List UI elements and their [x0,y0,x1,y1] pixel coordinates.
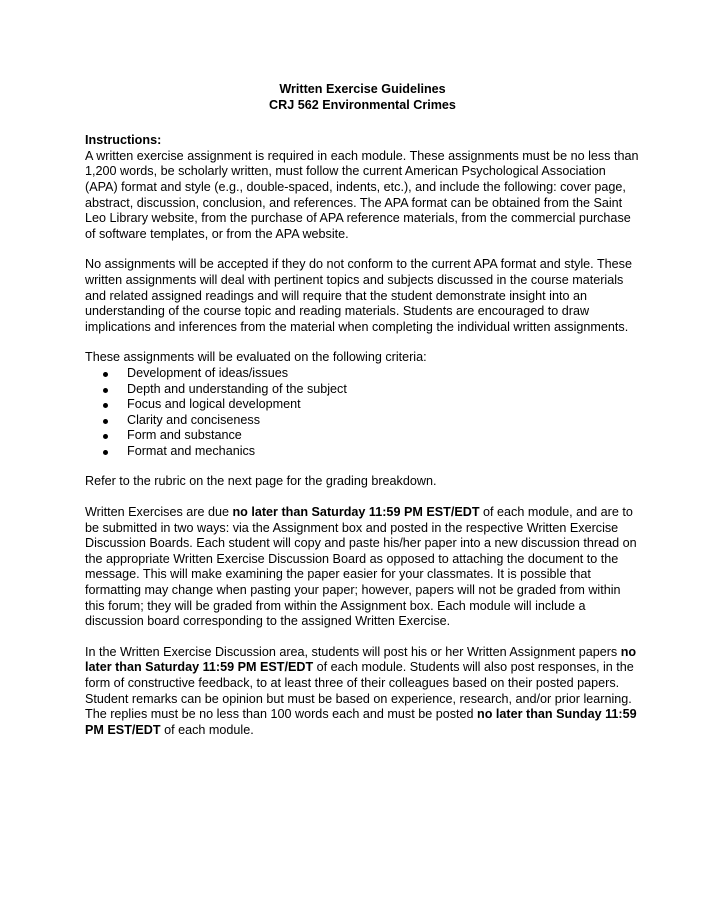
criteria-item: Clarity and conciseness [85,413,640,429]
bullet-icon [103,372,108,377]
rubric-note: Refer to the rubric on the next page for the grading breakdown. [85,474,437,489]
criteria-item: Format and mechanics [85,444,640,460]
bullet-icon [103,434,108,439]
document-title: Written Exercise Guidelines [279,82,446,96]
criteria-item: Focus and logical development [85,397,640,413]
bullet-icon [103,419,108,424]
paragraph-due-dates: Written Exercises are due no later than Saturday 11:59 PM EST/EDT of each module, and are to be submitted in two ways: via the Assignment box and posted in the respective Written Exercise Discussion Boards. Each student will copy and paste his/her paper into a new discussion thread on the appropriate Written Exercise Discussion Board as opposed to attaching the document to the message. This will make examining the paper easier for your classmates. It is possible that formatting may change when pasting your paper; however, papers will not be graded from within this forum; they will be graded from within the Assignment box. Each module will include a discussion board corresponding to the assigned Written Exercise. [85,505,637,629]
bullet-icon [103,450,108,455]
paragraph-discussion: In the Written Exercise Discussion area, students will post his or her Written Assignment papers no later than Saturday 11:59 PM EST/EDT of each module. Students will also post responses, in the form of constructive feedback, to at least three of their colleagues based on their posted papers. Student remarks can be opinion but must be based on experience, research, and/or prior learning. The replies must be no less than 100 words each and must be posted no later than Sunday 11:59 PM EST/EDT of each module. [85,644,637,737]
paragraph-requirements: A written exercise assignment is required in each module. These assignments must be no less than 1,200 words, be scholarly written, must follow the current American Psychological Association (APA) format and style (e.g., double-spaced, indents, etc.), and include the following: cover page, abstract, discussion, conclusion, and references. The APA format can be obtained from the Saint Leo Library website, from the purchase of APA reference materials, from the commercial purchase of software templates, or from the APA website. [85,148,639,241]
bullet-icon [103,388,108,393]
criteria-item: Form and substance [85,428,640,444]
criteria-item: Depth and understanding of the subject [85,382,640,398]
criteria-list [85,366,640,460]
bullet-icon [103,403,108,408]
criteria-intro: These assignments will be evaluated on the following criteria: [85,350,427,365]
document-body [85,82,640,738]
document-subtitle: CRJ 562 Environmental Crimes [269,97,456,112]
instructions-heading: Instructions: [85,133,162,148]
paragraph-acceptance: No assignments will be accepted if they do not conform to the current APA format and style. These written assignments will deal with pertinent topics and subjects discussed in the course materials and related assigned readings and will require that the student demonstrate insight into an understanding of the course topic and reading materials. Students are encouraged to draw implications and inferences from the material when completing the individual written assignments. [85,257,632,334]
criteria-item: Development of ideas/issues [85,366,640,382]
